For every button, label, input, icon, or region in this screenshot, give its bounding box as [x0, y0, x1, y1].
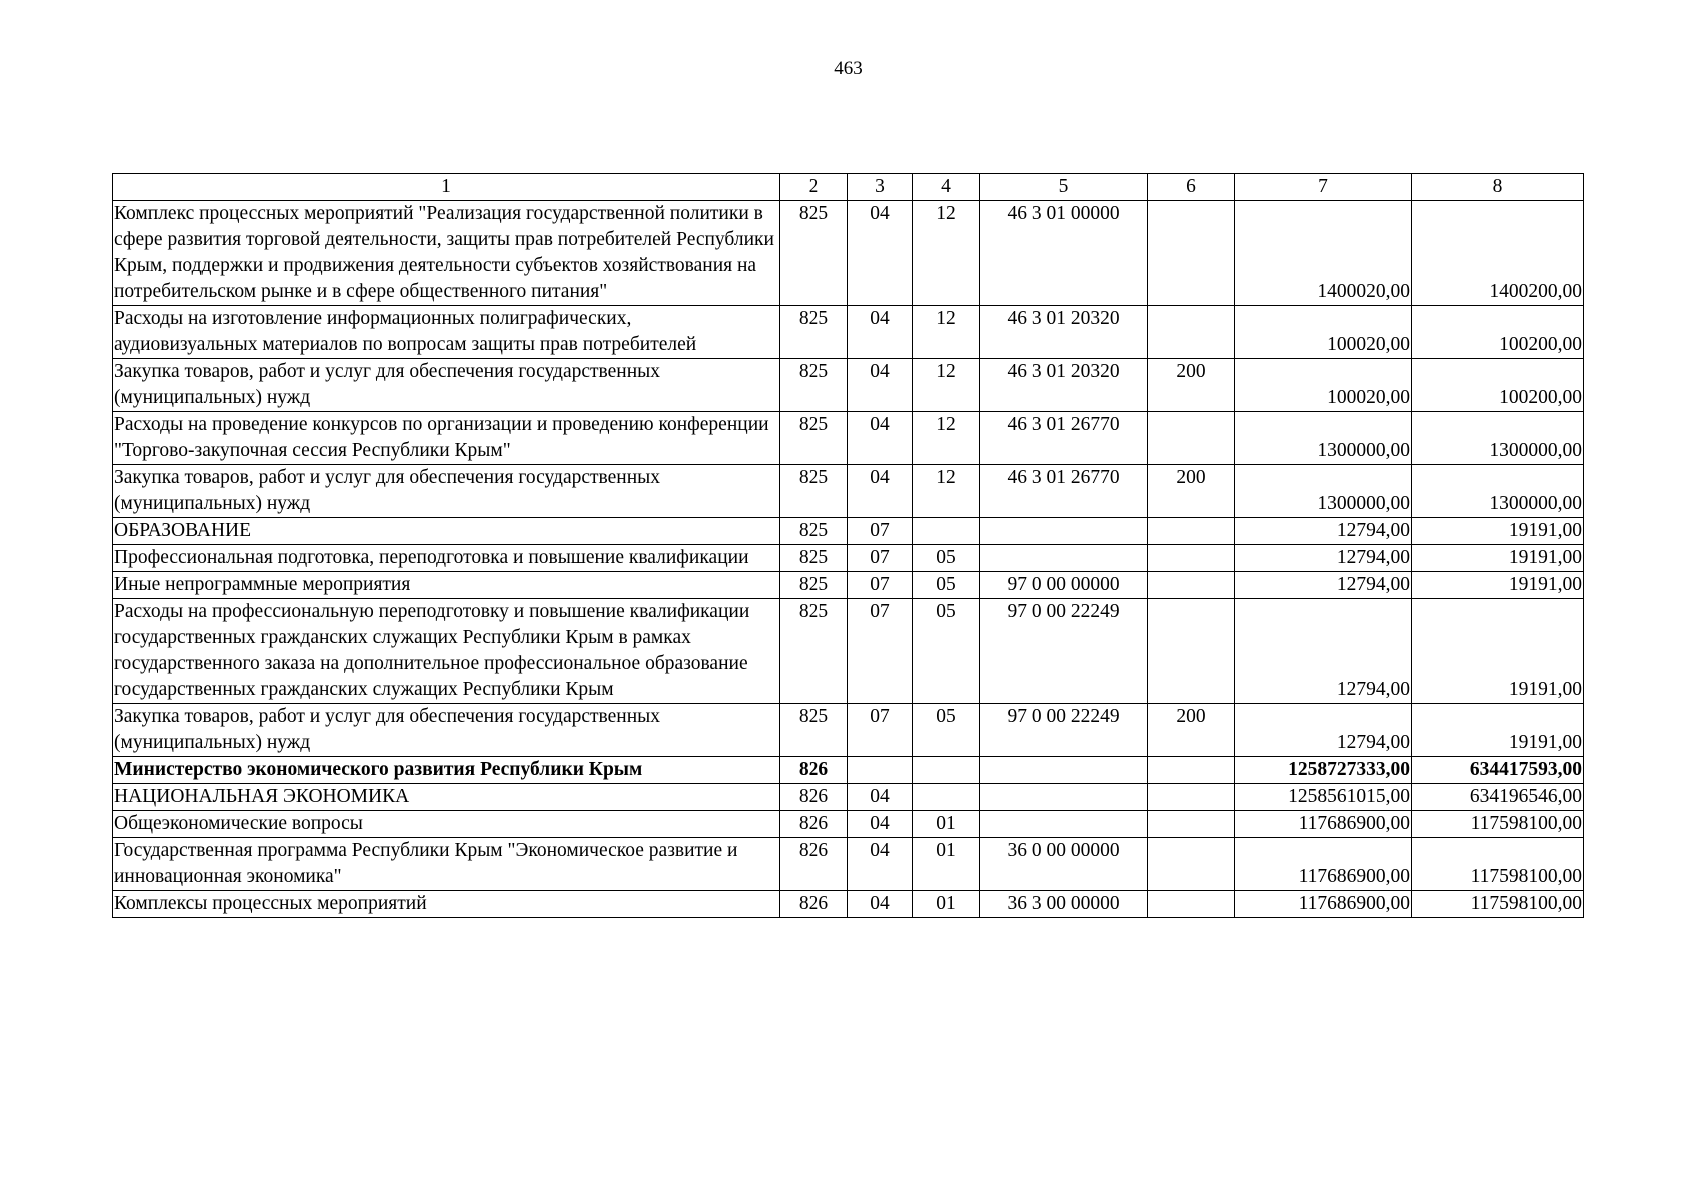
row-col8-amount-cell: 117598100,00 — [1412, 811, 1584, 838]
row-name-cell: Комплексы процессных мероприятий — [113, 891, 780, 918]
row-col7-amount-cell: 100020,00 — [1235, 306, 1412, 359]
table-row — [113, 545, 1584, 572]
table-row — [113, 465, 1584, 518]
row-col6-cell — [1148, 201, 1235, 306]
row-col2-cell: 825 — [780, 704, 848, 757]
row-col5-cell: 97 0 00 22249 — [980, 704, 1148, 757]
header-cell-4: 4 — [913, 174, 980, 201]
row-col7-amount-cell: 117686900,00 — [1235, 838, 1412, 891]
row-col4-cell: 01 — [913, 891, 980, 918]
row-col7-amount-cell: 1300000,00 — [1235, 465, 1412, 518]
row-col8-amount-cell: 1300000,00 — [1412, 465, 1584, 518]
row-col3-cell: 07 — [848, 704, 913, 757]
row-col5-cell: 97 0 00 00000 — [980, 572, 1148, 599]
row-col3-cell: 07 — [848, 518, 913, 545]
row-name-cell: Иные непрограммные мероприятия — [113, 572, 780, 599]
row-col5-cell: 46 3 01 20320 — [980, 359, 1148, 412]
row-col2-cell: 825 — [780, 572, 848, 599]
row-col4-cell: 05 — [913, 599, 980, 704]
row-name-cell: Расходы на изготовление информационных полиграфических, аудиовизуальных материалов по вопросам защиты прав потребителей — [113, 306, 780, 359]
row-col4-cell: 12 — [913, 412, 980, 465]
row-col2-cell: 825 — [780, 412, 848, 465]
row-col6-cell: 200 — [1148, 359, 1235, 412]
table-row — [113, 757, 1584, 784]
row-col7-amount-cell: 1258727333,00 — [1235, 757, 1412, 784]
row-col5-cell: 46 3 01 00000 — [980, 201, 1148, 306]
table-row — [113, 811, 1584, 838]
table-row — [113, 572, 1584, 599]
row-name-cell: Закупка товаров, работ и услуг для обеспечения государственных (муниципальных) нужд — [113, 704, 780, 757]
page-number: 463 — [834, 58, 863, 79]
row-col7-amount-cell: 12794,00 — [1235, 572, 1412, 599]
row-col7-amount-cell: 1258561015,00 — [1235, 784, 1412, 811]
row-col5-cell: 46 3 01 26770 — [980, 412, 1148, 465]
table-row — [113, 704, 1584, 757]
row-col4-cell: 12 — [913, 359, 980, 412]
row-col8-amount-cell: 117598100,00 — [1412, 838, 1584, 891]
row-col5-cell — [980, 545, 1148, 572]
row-col6-cell — [1148, 518, 1235, 545]
row-col5-cell: 36 3 00 00000 — [980, 891, 1148, 918]
row-col7-amount-cell: 12794,00 — [1235, 518, 1412, 545]
row-col6-cell: 200 — [1148, 704, 1235, 757]
row-col4-cell: 05 — [913, 572, 980, 599]
row-col4-cell — [913, 784, 980, 811]
header-cell-8: 8 — [1412, 174, 1584, 201]
row-col5-cell: 46 3 01 20320 — [980, 306, 1148, 359]
row-col8-amount-cell: 100200,00 — [1412, 359, 1584, 412]
row-col6-cell: 200 — [1148, 465, 1235, 518]
row-col4-cell: 05 — [913, 704, 980, 757]
table-row — [113, 518, 1584, 545]
row-name-cell: Расходы на проведение конкурсов по организации и проведению конференции "Торгово-закупочная сессия Республики Крым" — [113, 412, 780, 465]
row-col5-cell — [980, 757, 1148, 784]
row-name-cell: Комплекс процессных мероприятий "Реализация государственной политики в сфере развития торговой деятельности, защиты прав потребителей Республики Крым, поддержки и продвижения деятельности субъектов хозяйствования на потребительском рынке и в сфере общественного питания" — [113, 201, 780, 306]
row-col3-cell: 04 — [848, 838, 913, 891]
row-col2-cell: 825 — [780, 359, 848, 412]
row-col7-amount-cell: 100020,00 — [1235, 359, 1412, 412]
row-col8-amount-cell: 19191,00 — [1412, 704, 1584, 757]
row-col7-amount-cell: 12794,00 — [1235, 545, 1412, 572]
row-col8-amount-cell: 19191,00 — [1412, 572, 1584, 599]
row-col3-cell: 07 — [848, 572, 913, 599]
row-col3-cell: 04 — [848, 201, 913, 306]
table-header-row — [113, 174, 1584, 201]
row-col8-amount-cell: 19191,00 — [1412, 545, 1584, 572]
row-name-cell: Закупка товаров, работ и услуг для обеспечения государственных (муниципальных) нужд — [113, 465, 780, 518]
row-col8-amount-cell: 117598100,00 — [1412, 891, 1584, 918]
row-col3-cell: 04 — [848, 811, 913, 838]
budget-table — [112, 173, 1584, 918]
header-cell-1: 1 — [113, 174, 780, 201]
row-name-cell: ОБРАЗОВАНИЕ — [113, 518, 780, 545]
row-col5-cell: 36 0 00 00000 — [980, 838, 1148, 891]
row-col7-amount-cell: 117686900,00 — [1235, 891, 1412, 918]
row-col8-amount-cell: 634196546,00 — [1412, 784, 1584, 811]
table-row — [113, 784, 1584, 811]
row-col4-cell — [913, 757, 980, 784]
table-row — [113, 306, 1584, 359]
row-col5-cell: 46 3 01 26770 — [980, 465, 1148, 518]
row-col8-amount-cell: 634417593,00 — [1412, 757, 1584, 784]
row-col8-amount-cell: 1400200,00 — [1412, 201, 1584, 306]
row-col3-cell: 04 — [848, 784, 913, 811]
row-col4-cell: 01 — [913, 838, 980, 891]
row-col4-cell — [913, 518, 980, 545]
header-cell-3: 3 — [848, 174, 913, 201]
row-col8-amount-cell: 19191,00 — [1412, 518, 1584, 545]
row-col6-cell — [1148, 306, 1235, 359]
row-col3-cell: 04 — [848, 465, 913, 518]
row-name-cell: Расходы на профессиональную переподготовку и повышение квалификации государственных гражданских служащих Республики Крым в рамках государственного заказа на дополнительное профессиональное образование государственных гражданских служащих Республики Крым — [113, 599, 780, 704]
row-col6-cell — [1148, 811, 1235, 838]
row-name-cell: Государственная программа Республики Крым "Экономическое развитие и инновационная экономика" — [113, 838, 780, 891]
row-col2-cell: 826 — [780, 838, 848, 891]
row-col7-amount-cell: 12794,00 — [1235, 704, 1412, 757]
row-col8-amount-cell: 1300000,00 — [1412, 412, 1584, 465]
row-col2-cell: 825 — [780, 545, 848, 572]
table-row — [113, 838, 1584, 891]
row-col5-cell — [980, 784, 1148, 811]
row-col6-cell — [1148, 757, 1235, 784]
row-col5-cell — [980, 811, 1148, 838]
row-col2-cell: 826 — [780, 757, 848, 784]
row-col2-cell: 826 — [780, 811, 848, 838]
row-col3-cell: 04 — [848, 891, 913, 918]
table-row — [113, 891, 1584, 918]
row-col2-cell: 825 — [780, 465, 848, 518]
row-col4-cell: 12 — [913, 306, 980, 359]
row-name-cell: Профессиональная подготовка, переподготовка и повышение квалификации — [113, 545, 780, 572]
table-body — [113, 174, 1584, 918]
row-col8-amount-cell: 19191,00 — [1412, 599, 1584, 704]
row-col4-cell: 12 — [913, 201, 980, 306]
row-col8-amount-cell: 100200,00 — [1412, 306, 1584, 359]
row-col6-cell — [1148, 599, 1235, 704]
row-name-cell: Закупка товаров, работ и услуг для обеспечения государственных (муниципальных) нужд — [113, 359, 780, 412]
row-col2-cell: 825 — [780, 599, 848, 704]
row-col3-cell: 04 — [848, 412, 913, 465]
row-name-cell: НАЦИОНАЛЬНАЯ ЭКОНОМИКА — [113, 784, 780, 811]
row-col6-cell — [1148, 784, 1235, 811]
row-name-cell: Общеэкономические вопросы — [113, 811, 780, 838]
row-col4-cell: 05 — [913, 545, 980, 572]
row-col5-cell — [980, 518, 1148, 545]
row-col2-cell: 826 — [780, 784, 848, 811]
table-row — [113, 412, 1584, 465]
row-col3-cell: 04 — [848, 359, 913, 412]
row-col2-cell: 825 — [780, 518, 848, 545]
header-cell-2: 2 — [780, 174, 848, 201]
row-col4-cell: 01 — [913, 811, 980, 838]
row-col3-cell: 07 — [848, 545, 913, 572]
row-name-cell: Министерство экономического развития Республики Крым — [113, 757, 780, 784]
header-cell-6: 6 — [1148, 174, 1235, 201]
row-col6-cell — [1148, 838, 1235, 891]
row-col6-cell — [1148, 891, 1235, 918]
header-cell-7: 7 — [1235, 174, 1412, 201]
header-cell-5: 5 — [980, 174, 1148, 201]
row-col7-amount-cell: 1300000,00 — [1235, 412, 1412, 465]
row-col2-cell: 825 — [780, 306, 848, 359]
row-col7-amount-cell: 12794,00 — [1235, 599, 1412, 704]
row-col7-amount-cell: 117686900,00 — [1235, 811, 1412, 838]
row-col6-cell — [1148, 545, 1235, 572]
row-col6-cell — [1148, 412, 1235, 465]
row-col3-cell: 07 — [848, 599, 913, 704]
row-col7-amount-cell: 1400020,00 — [1235, 201, 1412, 306]
row-col2-cell: 826 — [780, 891, 848, 918]
row-col5-cell: 97 0 00 22249 — [980, 599, 1148, 704]
table-row — [113, 599, 1584, 704]
table-row — [113, 201, 1584, 306]
row-col2-cell: 825 — [780, 201, 848, 306]
row-col3-cell: 04 — [848, 306, 913, 359]
row-col6-cell — [1148, 572, 1235, 599]
table-row — [113, 359, 1584, 412]
row-col4-cell: 12 — [913, 465, 980, 518]
row-col3-cell — [848, 757, 913, 784]
